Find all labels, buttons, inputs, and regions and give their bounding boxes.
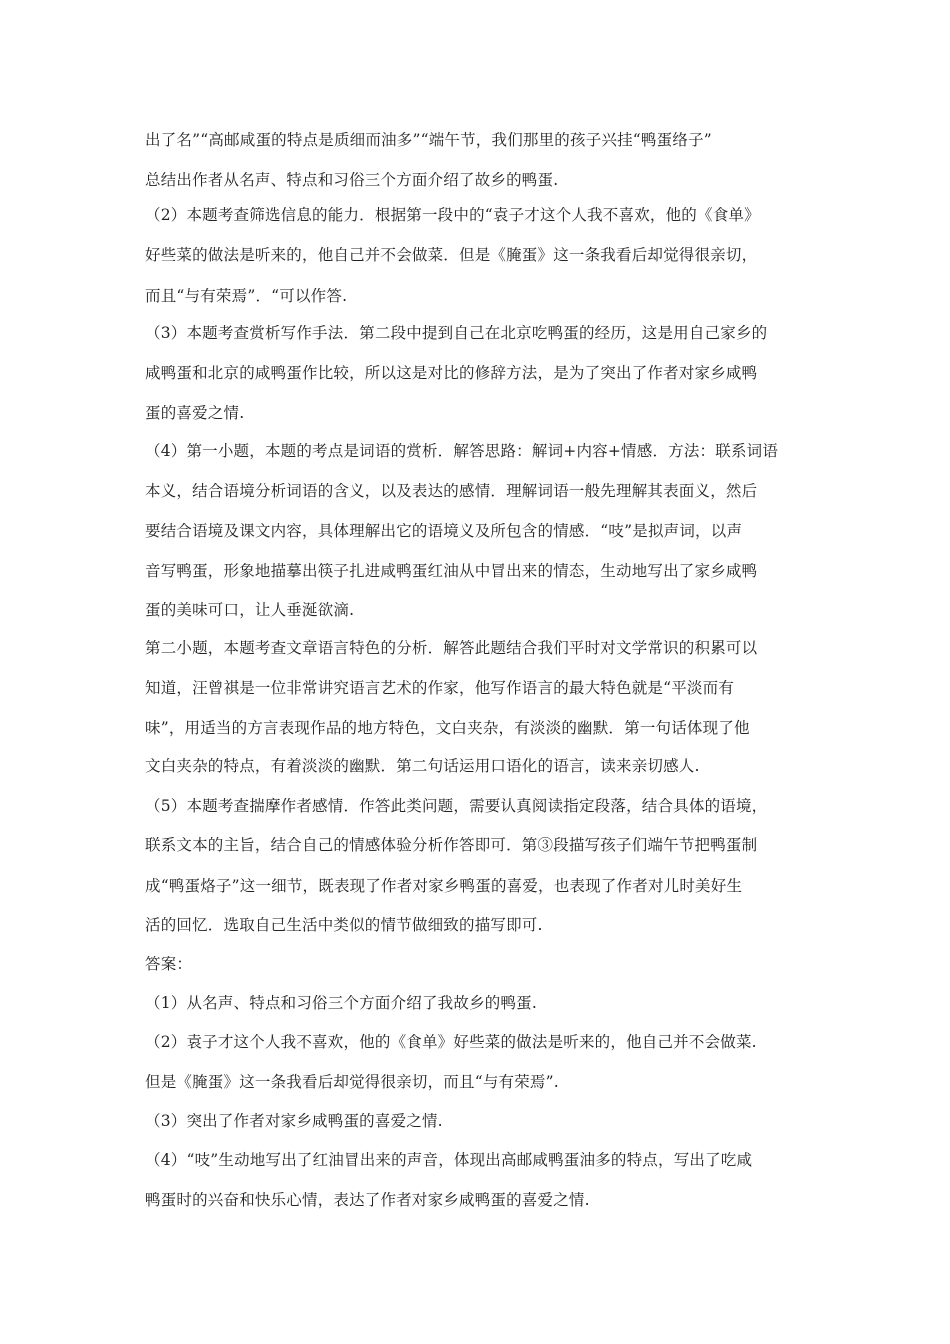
text-line: 活的回忆．选取自己生活中类似的情节做细致的描写即可. xyxy=(145,916,543,934)
text-line: 总结出作者从名声、特点和习俗三个方面介绍了故乡的鸭蛋. xyxy=(145,171,559,189)
text-line: （4）“吱”生动地写出了红油冒出来的声音，体现出高邮咸鸭蛋油多的特点，写出了吃咸 xyxy=(145,1151,753,1169)
text-line: 成“鸭蛋烙子”这一细节，既表现了作者对家乡鸭蛋的喜爱，也表现了作者对儿时美好生 xyxy=(145,877,743,895)
text-line: 第二小题，本题考查文章语言特色的分析．解答此题结合我们平时对文学常识的积累可以 xyxy=(145,639,758,657)
text-line: 答案： xyxy=(145,955,193,973)
text-line: （1）从名声、特点和习俗三个方面介绍了我故乡的鸭蛋. xyxy=(145,994,537,1012)
text-line: 好些菜的做法是听来的，他自己并不会做菜．但是《腌蛋》这一条我看后却觉得很亲切， xyxy=(145,246,758,264)
text-line: 出了名”“高邮咸蛋的特点是质细而油多”“端午节，我们那里的孩子兴挂“鸭蛋络子” xyxy=(145,131,712,149)
text-line: 但是《腌蛋》这一条我看后却觉得很亲切，而且“与有荣焉”. xyxy=(145,1073,559,1091)
text-line: 味”，用适当的方言表现作品的地方特色，文白夹杂，有淡淡的幽默．第一句话体现了他 xyxy=(145,719,750,737)
text-line: 本义，结合语境分析词语的含义，以及表达的感情．理解词语一般先理解其表面义，然后 xyxy=(145,482,758,500)
text-line: 音写鸭蛋，形象地描摹出筷子扎进咸鸭蛋红油从中冒出来的情态，生动地写出了家乡咸鸭 xyxy=(145,562,758,580)
text-line: （4）第一小题，本题的考点是词语的赏析．解答思路：解词+内容+情感．方法：联系词语 xyxy=(145,442,779,460)
text-line: 而且“与有荣焉”．“可以作答. xyxy=(145,287,348,305)
text-line: （3）本题考查赏析写作手法．第二段中提到自己在北京吃鸭蛋的经历，这是用自己家乡的 xyxy=(145,324,768,342)
text-line: （2）袁子才这个人我不喜欢，他的《食单》好些菜的做法是听来的，他自己并不会做菜. xyxy=(145,1033,757,1051)
text-line: （2）本题考查筛选信息的能力．根据第一段中的“袁子才这个人我不喜欢，他的《食单》 xyxy=(145,206,760,224)
text-line: 蛋的喜爱之情. xyxy=(145,404,245,422)
text-line: 要结合语境及课文内容，具体理解出它的语境义及所包含的情感．“吱”是拟声词，以声 xyxy=(145,522,743,540)
text-line: 文白夹杂的特点，有着淡淡的幽默．第二句话运用口语化的语言，读来亲切感人. xyxy=(145,757,700,775)
text-line: 知道，汪曾祺是一位非常讲究语言艺术的作家，他写作语言的最大特色就是“平淡而有 xyxy=(145,679,735,697)
text-line: 咸鸭蛋和北京的咸鸭蛋作比较，所以这是对比的修辞方法，是为了突出了作者对家乡咸鸭 xyxy=(145,364,758,382)
text-line: （3）突出了作者对家乡咸鸭蛋的喜爱之情. xyxy=(145,1112,443,1130)
text-line: （5）本题考查揣摩作者感情．作答此类问题，需要认真阅读指定段落，结合具体的语境， xyxy=(145,797,768,815)
text-line: 鸭蛋时的兴奋和快乐心情，表达了作者对家乡咸鸭蛋的喜爱之情. xyxy=(145,1191,590,1209)
text-line: 蛋的美味可口，让人垂涎欲滴. xyxy=(145,601,355,619)
text-line: 联系文本的主旨，结合自己的情感体验分析作答即可．第③段描写孩子们端午节把鸭蛋制 xyxy=(145,836,758,854)
